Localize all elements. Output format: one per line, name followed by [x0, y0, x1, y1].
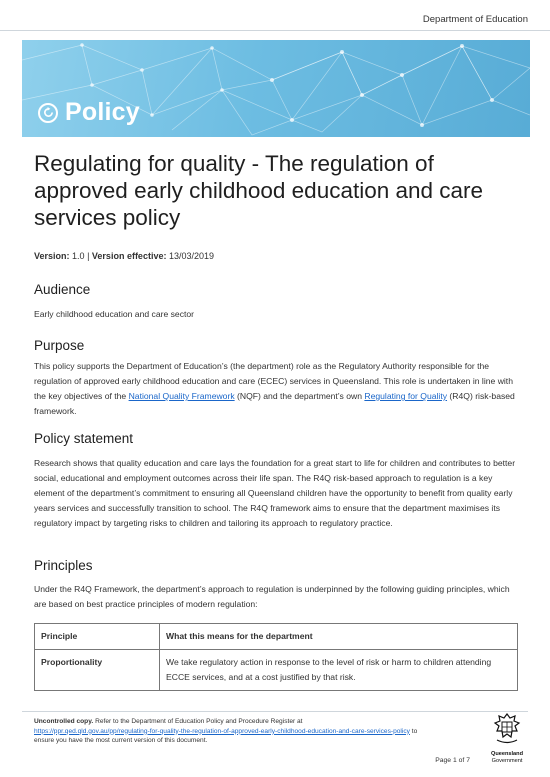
version-separator: | [87, 251, 90, 261]
table-header-row [35, 624, 518, 650]
policy-statement-heading: Policy statement [34, 431, 134, 446]
r4q-link[interactable]: Regulating for Quality [364, 391, 448, 401]
crest-title: Queensland [490, 751, 524, 757]
principles-text: Under the R4Q Framework, the department’s approach to regulation is underpinned by the following guiding principles, which are based on best practice principles of modern regulation: [34, 584, 510, 609]
purpose-text-1: This policy supports the Department of Education’s (the department) role as the Regulatory Authority responsible for the regulation of approved early childhood education and care (ECEC) services in Queensland. This role is undertaken in line with the key objectives of the [34, 361, 513, 401]
principles-heading: Principles [34, 558, 93, 573]
footer-notice [34, 717, 474, 746]
queensland-government-logo [486, 712, 528, 770]
refresh-circle-icon [38, 103, 58, 123]
page-number: Page 1 of 7 [435, 757, 470, 764]
audience-heading: Audience [34, 282, 91, 297]
effective-value: 13/03/2019 [168, 251, 215, 261]
crest-icon [491, 712, 523, 746]
nqf-link[interactable]: National Quality Framework [128, 391, 235, 401]
audience-text: Early childhood education and care sector [34, 309, 195, 319]
table-header-meaning: What this means for the department [160, 624, 518, 650]
department-name: Department of Education [422, 14, 528, 25]
table-header-principle: Principle [35, 624, 160, 650]
policy-register-link[interactable]: https://ppr.qed.qld.gov.au/pp/regulating-for-quality-the-regulation-of-approved-early-childhood-education-and-care-services-policy [34, 727, 410, 735]
header-divider [0, 30, 550, 31]
purpose-text [34, 359, 518, 419]
footer-line-3: ensure you have the most current version of this document. [34, 737, 208, 744]
url-suffix: to [409, 727, 418, 735]
crest-subtitle: Government [491, 757, 523, 764]
version-line [34, 251, 214, 261]
policy-banner [22, 40, 530, 137]
banner-label: Policy [65, 98, 140, 126]
table-cell-principle: Proportionality [35, 650, 160, 691]
uncontrolled-label: Uncontrolled copy. [34, 718, 94, 725]
purpose-heading: Purpose [34, 338, 85, 353]
version-value: 1.0 [72, 251, 85, 261]
table-cell-meaning: We take regulatory action in response to the level of risk or harm to children attending ECCE services, and at a cost justified by that risk. [160, 650, 518, 691]
version-label: Version: [34, 251, 70, 261]
document-title: Regulating for quality - The regulation of approved early childhood education and care services policy [34, 151, 484, 230]
policy-logo [38, 98, 140, 127]
principles-table [34, 623, 518, 691]
uncontrolled-text: Refer to the Department of Education Policy and Procedure Register at [93, 718, 303, 725]
purpose-text-3: (R4Q) risk-based framework. [34, 391, 515, 416]
table-row [35, 650, 518, 691]
purpose-text-2: (NQF) and the department’s own [234, 391, 365, 401]
footer-divider [22, 711, 528, 712]
effective-label: Version effective: [91, 251, 167, 261]
policy-statement-text: Research shows that quality education and care lays the foundation for a great start to life for children and contributes to better social, educational and employment outcomes across their life span. The R4Q risk-based approach to regulation is a key element of the department’s commitment to ensuring all Queensland children have the opportunity to benefit from quality early years services and successfully transition to school. The R4Q framework aims to ensure that the department maximises its regulatory impact by targeting risks to children and tailoring its approach to regulatory practice. [34, 458, 516, 528]
